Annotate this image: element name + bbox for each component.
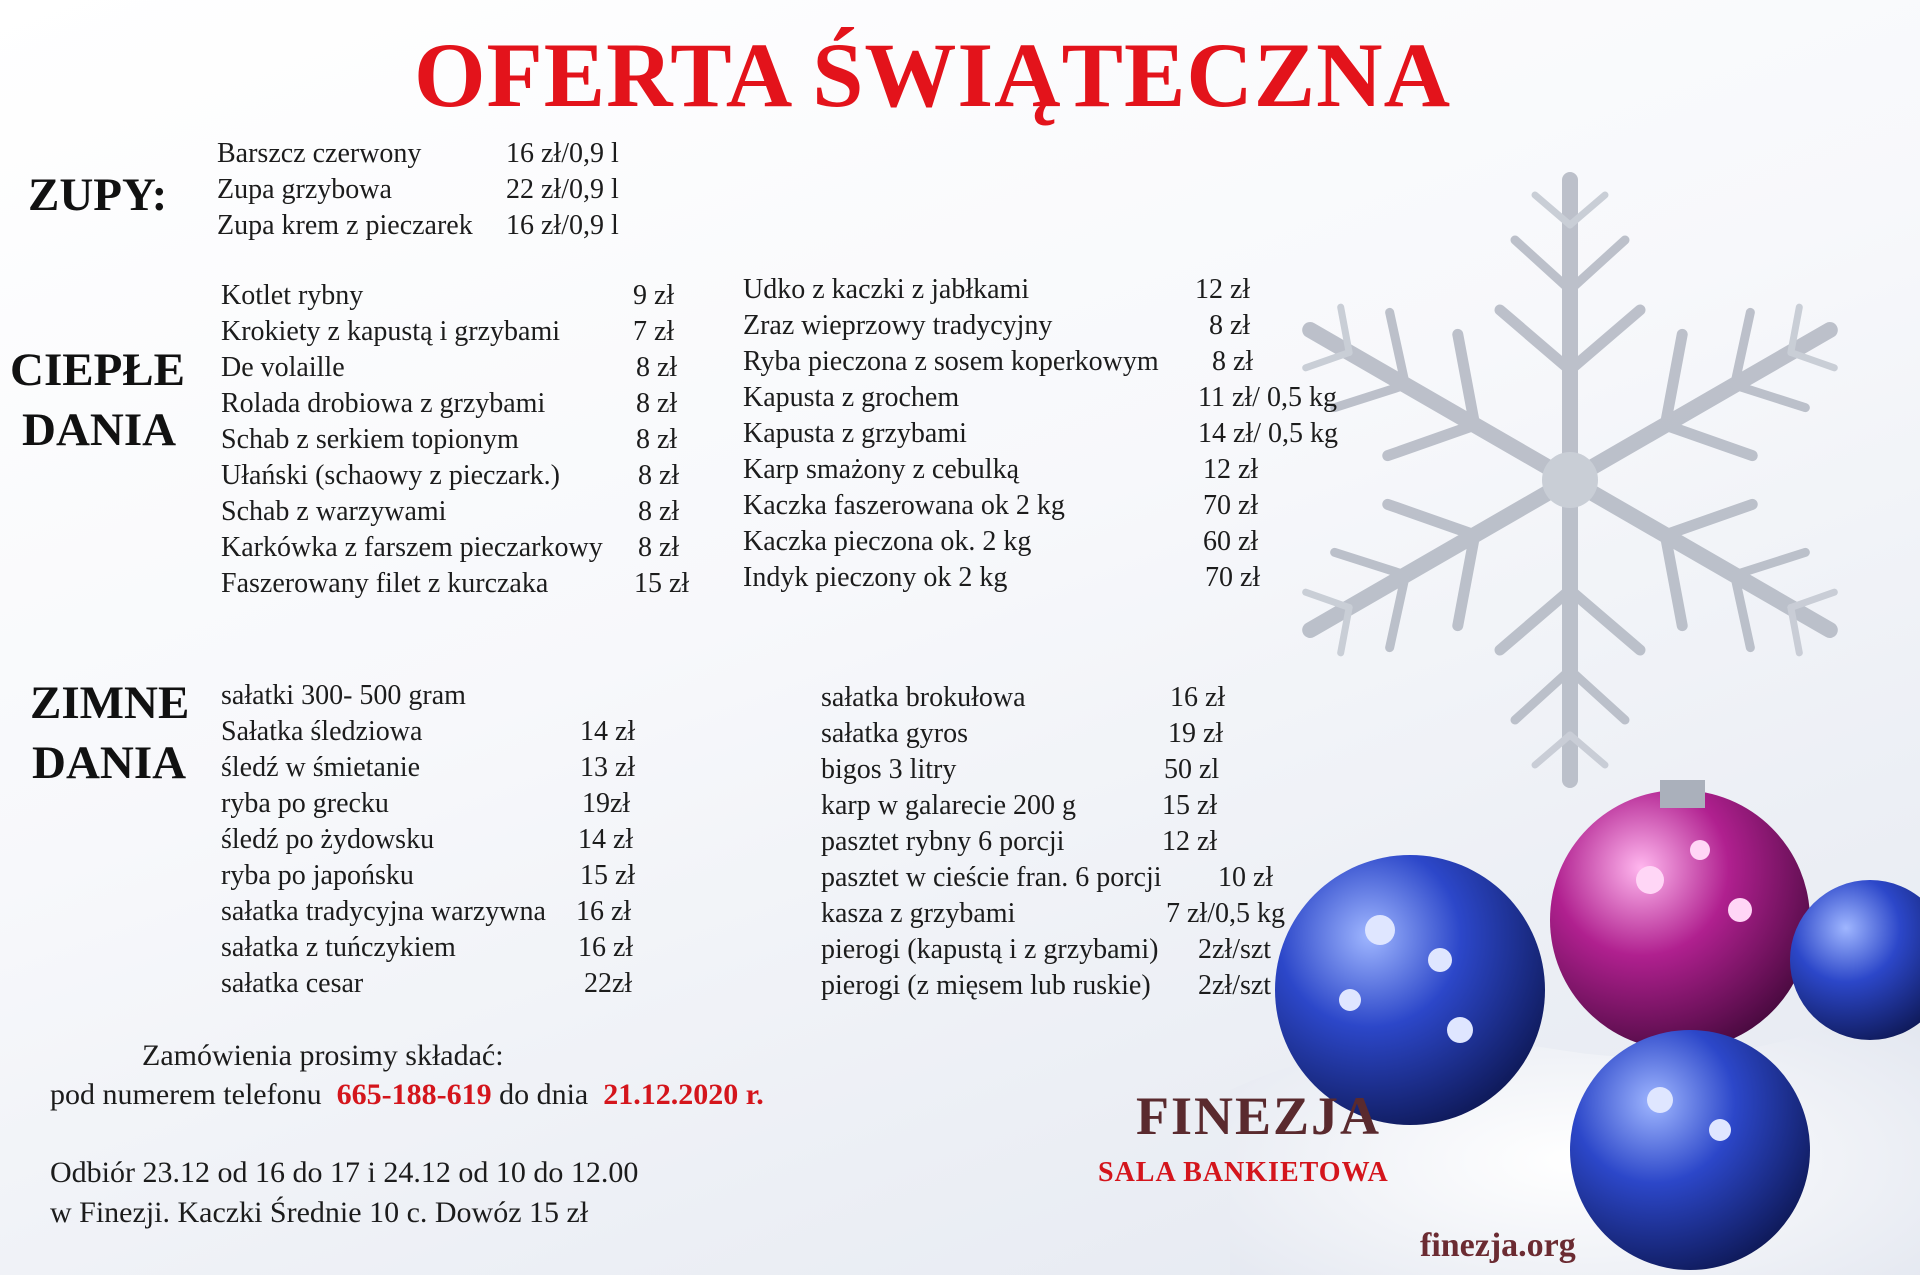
menu-item-price: 9 zł — [633, 280, 675, 311]
menu-item-price: 10 zł — [1218, 862, 1274, 893]
brand-subtitle: SALA BANKIETOWA — [1098, 1157, 1389, 1188]
menu-item-price: 16 zł — [1170, 682, 1226, 713]
menu-item-price: 70 zł — [1203, 490, 1259, 521]
menu-item-name: Kotlet rybny — [221, 280, 364, 311]
website-link[interactable]: finezja.org — [1420, 1227, 1576, 1264]
menu-item-price: 7 zł/0,5 kg — [1166, 898, 1285, 929]
order-phone-prefix: pod numerem telefonu — [50, 1078, 322, 1111]
menu-item-name: Schab z serkiem topionym — [221, 424, 519, 455]
menu-item-name: karp w galarecie 200 g — [821, 790, 1076, 821]
menu-item-name: Indyk pieczony ok 2 kg — [743, 562, 1008, 593]
menu-item-name: sałatka brokułowa — [821, 682, 1026, 713]
menu-item-name: pasztet w cieście fran. 6 porcji — [821, 862, 1162, 893]
pickup-info-line1: Odbiór 23.12 od 16 do 17 i 24.12 od 10 do 12.00 — [50, 1156, 639, 1189]
menu-item-price: 14 zł — [578, 824, 634, 855]
menu-item-price: 16 zł/0,9 l — [506, 138, 619, 169]
menu-item-name: Zupa grzybowa — [217, 174, 392, 205]
menu-item-name: Zraz wieprzowy tradycyjny — [743, 310, 1053, 341]
menu-item-name: sałatki 300- 500 gram — [221, 680, 466, 711]
menu-item-price: 15 zł — [1162, 790, 1218, 821]
menu-item-name: Sałatka śledziowa — [221, 716, 423, 747]
menu-item-name: bigos 3 litry — [821, 754, 957, 785]
menu-item-price: 60 zł — [1203, 526, 1259, 557]
menu-item-name: Schab z warzywami — [221, 496, 447, 527]
menu-item-price: 19 zł — [1168, 718, 1224, 749]
menu-item-price: 13 zł — [580, 752, 636, 783]
menu-item-price: 16 zł — [576, 896, 632, 927]
menu-item-name: Faszerowany filet z kurczaka — [221, 568, 549, 599]
menu-item-price: 8 zł — [636, 352, 678, 383]
menu-item-name: Barszcz czerwony — [217, 138, 422, 169]
menu-item-price: 12 zł — [1162, 826, 1218, 857]
menu-item-name: Karkówka z farszem pieczarkowy — [221, 532, 603, 563]
menu-item-price: 2zł/szt — [1198, 934, 1272, 965]
menu-item-name: sałatka gyros — [821, 718, 968, 749]
menu-item-name: pasztet rybny 6 porcji — [821, 826, 1065, 857]
menu-item-name: Rolada drobiowa z grzybami — [221, 388, 546, 419]
menu-item-name: pierogi (kapustą i z grzybami) — [821, 934, 1159, 965]
menu-item-price: 8 zł — [1212, 346, 1254, 377]
pink-ornament-icon — [1550, 780, 1810, 1050]
section-label-cold-line1: ZIMNE — [30, 677, 190, 729]
menu-item-name: śledź po żydowsku — [221, 824, 435, 855]
menu-item-name: Ułański (schaowy z pieczark.) — [221, 460, 560, 491]
section-label-hot-line1: CIEPŁE — [10, 344, 185, 396]
section-label-hot-line2: DANIA — [22, 404, 177, 456]
menu-item-price: 8 zł — [636, 388, 678, 419]
menu-item-price: 50 zl — [1164, 754, 1220, 785]
section-label-cold-line2: DANIA — [32, 737, 187, 789]
menu-item-price: 22zł — [584, 968, 633, 999]
menu-item-name: Udko z kaczki z jabłkami — [743, 274, 1030, 305]
menu-item-name: Kapusta z grochem — [743, 382, 960, 413]
pickup-info-line2: w Finezji. Kaczki Średnie 10 c. Dowóz 15 zł — [50, 1196, 589, 1229]
menu-item-name: sałatka tradycyjna warzywna — [221, 896, 546, 927]
menu-item-price: 12 zł — [1195, 274, 1251, 305]
menu-item-name: kasza z grzybami — [821, 898, 1016, 929]
menu-item-name: Zupa krem z pieczarek — [217, 210, 473, 241]
menu-item-name: ryba po grecku — [221, 788, 389, 819]
menu-item-price: 70 zł — [1205, 562, 1261, 593]
menu-item-price: 22 zł/0,9 l — [506, 174, 619, 205]
menu-item-price: 8 zł — [638, 460, 680, 491]
order-phone-number: 665-188-619 — [336, 1078, 492, 1111]
menu-item-price: 8 zł — [636, 424, 678, 455]
order-instructions: Zamówienia prosimy składać: — [142, 1039, 504, 1072]
menu-item-name: sałatka z tuńczykiem — [221, 932, 456, 963]
menu-item-name: Kaczka pieczona ok. 2 kg — [743, 526, 1032, 557]
menu-item-price: 16 zł — [578, 932, 634, 963]
menu-item-price: 14 zł/ 0,5 kg — [1198, 418, 1338, 449]
brand-name: FINEZJA — [1136, 1086, 1382, 1146]
menu-item-price: 8 zł — [638, 532, 680, 563]
menu-item-name: Karp smażony z cebulką — [743, 454, 1019, 485]
order-phone-line — [50, 1075, 764, 1115]
menu-item-price: 8 zł — [638, 496, 680, 527]
menu-item-name: Kapusta z grzybami — [743, 418, 967, 449]
menu-item-price: 15 zł — [580, 860, 636, 891]
menu-item-name: Kaczka faszerowana ok 2 kg — [743, 490, 1065, 521]
menu-item-name: De volaille — [221, 352, 345, 383]
menu-item-name: Ryba pieczona z sosem koperkowym — [743, 346, 1159, 377]
menu-item-price: 11 zł/ 0,5 kg — [1198, 382, 1337, 413]
snowflake-icon — [1275, 180, 1865, 780]
menu-item-name: ryba po japońsku — [221, 860, 414, 891]
menu-item-name: Krokiety z kapustą i grzybami — [221, 316, 561, 347]
menu-item-name: śledź w śmietanie — [221, 752, 421, 783]
order-date-prefix: do dnia — [499, 1078, 589, 1111]
menu-item-price: 2zł/szt — [1198, 970, 1272, 1001]
menu-item-price: 12 zł — [1203, 454, 1259, 485]
menu-item-price: 8 zł — [1209, 310, 1251, 341]
menu-item-name: pierogi (z mięsem lub ruskie) — [821, 970, 1151, 1001]
menu-item-price: 7 zł — [633, 316, 675, 347]
menu-item-price: 15 zł — [634, 568, 690, 599]
menu-item-price: 16 zł/0,9 l — [506, 210, 619, 241]
menu-item-name: sałatka cesar — [221, 968, 364, 999]
menu-item-price: 14 zł — [580, 716, 636, 747]
menu-item-price: 19zł — [582, 788, 631, 819]
section-label-soups: ZUPY: — [28, 169, 168, 221]
order-deadline-date: 21.12.2020 r. — [603, 1078, 764, 1111]
page-title: OFERTA ŚWIĄTECZNA — [413, 24, 1452, 126]
